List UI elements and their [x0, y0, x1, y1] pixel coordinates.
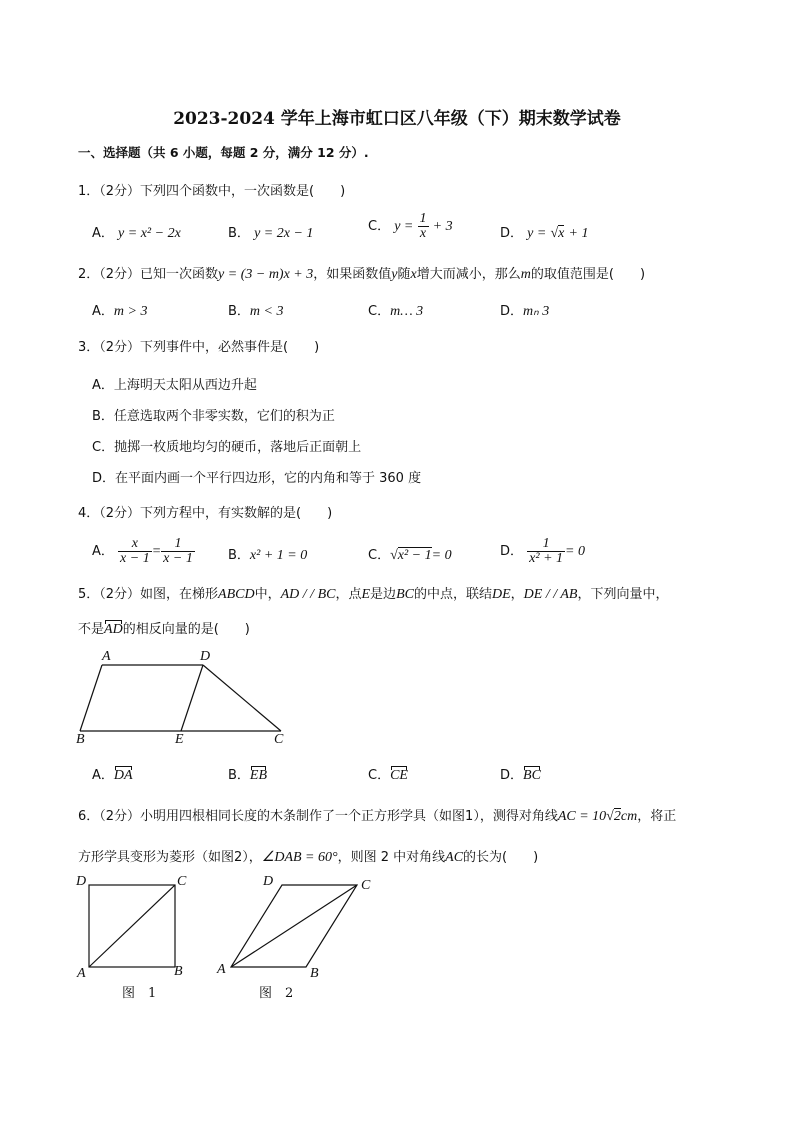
stem-text: ，点 — [335, 587, 362, 602]
stem-var: ABCD — [218, 587, 255, 602]
stem-text: 的相反向量的是( ) — [122, 622, 250, 637]
numerator: 1 — [419, 211, 427, 226]
option-label: A． — [92, 226, 114, 241]
option-expr-pre: y = — [394, 219, 414, 234]
page-title: 2023-2024 学年上海市虹口区八年级（下）期末数学试卷 — [173, 109, 621, 129]
stem-var: y — [391, 267, 398, 282]
stem-expr: DE / / AB — [523, 587, 578, 602]
segment-ab — [80, 665, 102, 731]
q5-option-b[interactable] — [228, 764, 267, 784]
option-label: A． — [92, 544, 114, 559]
stem-text: ，则图 2 中对角线 — [337, 850, 446, 865]
denominator: x − 1 — [120, 551, 150, 566]
denominator: x − 1 — [163, 551, 193, 566]
question-3-stem: 3．（2分）下列事件中，必然事件是( ) — [78, 340, 320, 355]
radicand: 2 — [613, 809, 621, 824]
stem-text: ，将正 — [637, 809, 677, 824]
unit: cm — [620, 809, 638, 824]
option-expr-pre: y = — [527, 226, 547, 241]
stem-var: BC — [396, 587, 414, 602]
numerator: 1 — [161, 537, 195, 552]
question-6-stem-line1 — [78, 805, 676, 825]
stem-text: 是边 — [370, 587, 397, 602]
q3-option-b[interactable]: B．任意选取两个非零实数，它们的积为正 — [92, 409, 335, 424]
diagonal-ac — [231, 885, 357, 967]
diagonal-ac — [89, 885, 175, 967]
stem-var: E — [361, 587, 371, 602]
point-label-a: A — [102, 649, 111, 664]
fig1-label-a: A — [77, 966, 86, 981]
vector-da: DA — [113, 768, 133, 783]
vector-bc: BC — [523, 768, 541, 783]
radicand: x² − 1 — [397, 548, 432, 563]
stem-expr: AC = 10 — [557, 809, 607, 824]
stem-text: 中， — [254, 587, 281, 602]
fig2-label-a: A — [217, 962, 226, 977]
option-label: B． — [228, 226, 250, 241]
q3-option-d[interactable]: D．在平面内画一个平行四边形，它的内角和等于 360 度 — [92, 471, 422, 486]
denominator: x² + 1 — [529, 551, 564, 566]
q3-option-a[interactable]: A．上海明天太阳从西边升起 — [92, 378, 257, 393]
numerator: 1 — [527, 537, 565, 552]
option-label: C． — [368, 219, 391, 234]
option-label: A． — [92, 768, 114, 783]
option-label: D． — [500, 226, 524, 241]
stem-text: 的长为( ) — [463, 850, 539, 865]
stem-text: 增大而减小，那么 — [416, 267, 521, 282]
option-expr: m > 3 — [113, 304, 148, 319]
stem-text: 6．（2分）小明用四根相同长度的木条制作了一个正方形学具（如图1），测得对角线 — [78, 809, 558, 824]
fig1-label-c: C — [177, 874, 187, 889]
stem-text: 不是 — [78, 622, 105, 637]
stem-var: x — [410, 267, 417, 282]
stem-expr: ∠DAB = 60° — [261, 850, 338, 865]
figure-2-caption: 图 2 — [259, 986, 294, 1001]
fig2-label-c: C — [361, 878, 371, 893]
question-1-stem: 1．（2分）下列四个函数中，一次函数是( ) — [78, 184, 346, 199]
option-label: B． — [228, 768, 250, 783]
option-label: C． — [368, 304, 391, 319]
vector-ad: AD — [104, 622, 123, 637]
stem-var: DE — [491, 587, 511, 602]
fig1-label-b: B — [174, 964, 183, 979]
stem-text: 的取值范围是( ) — [530, 267, 646, 282]
segment-dc — [203, 665, 281, 731]
vector-eb: EB — [249, 768, 268, 783]
stem-text: 方形学具变形为菱形（如图2）， — [78, 850, 262, 865]
option-label: C． — [368, 548, 391, 563]
point-label-b: B — [76, 732, 85, 747]
stem-text: ，下列向量中， — [577, 587, 669, 602]
option-expr-post: = 0 — [565, 544, 585, 559]
fig2-label-b: B — [310, 966, 319, 981]
stem-text: ，如果函数值 — [313, 267, 392, 282]
numerator: x — [118, 537, 152, 552]
option-expr: m < 3 — [249, 304, 284, 319]
denominator: x — [419, 226, 427, 241]
sqrt-sign: √x — [550, 226, 565, 241]
question-4-stem: 4．（2分）下列方程中，有实数解的是( ) — [78, 506, 333, 521]
figure-1-caption: 图 1 — [122, 986, 157, 1001]
option-expr: m… 3 — [390, 304, 424, 319]
option-expr-post: = 0 — [431, 548, 452, 563]
q5-option-d[interactable] — [500, 764, 541, 784]
option-expr: y = 2x − 1 — [254, 226, 314, 241]
stem-text: 随 — [397, 267, 411, 282]
option-expr: y = x² − 2x — [118, 226, 181, 241]
option-expr-post: + 1 — [568, 226, 589, 241]
equals: = — [151, 544, 162, 559]
option-expr-post: + 3 — [432, 219, 453, 234]
option-label: B． — [228, 548, 250, 563]
segment-de — [181, 665, 203, 731]
stem-text: 2．（2分）已知一次函数 — [78, 267, 219, 282]
q5-option-c[interactable] — [368, 764, 408, 784]
stem-expr: y = (3 − m)x + 3 — [218, 267, 314, 282]
stem-text: ， — [510, 587, 524, 602]
point-label-e: E — [175, 732, 184, 747]
option-label: D． — [500, 544, 524, 559]
sqrt-sign: √x² − 1 — [390, 548, 432, 563]
stem-text: 5．（2分）如图，在梯形 — [78, 587, 219, 602]
option-label: C． — [368, 768, 391, 783]
stem-var: m — [520, 267, 531, 282]
stem-expr: AD / / BC — [280, 587, 336, 602]
q3-option-c[interactable]: C．抛掷一枚质地均匀的硬币，落地后正面朝上 — [92, 440, 362, 455]
fig2-label-d: D — [263, 874, 274, 889]
section-heading: 一、选择题（共 6 小题，每题 2 分，满分 12 分）. — [78, 145, 369, 160]
sqrt-sign: √2 — [606, 809, 621, 824]
q5-option-a[interactable] — [92, 764, 133, 784]
stem-text: 的中点，联结 — [413, 587, 492, 602]
fig1-label-d: D — [76, 874, 87, 889]
point-label-d: D — [200, 649, 211, 664]
question-6-stem-line2 — [78, 846, 538, 866]
option-expr: mₙ 3 — [523, 304, 550, 319]
radicand: x — [558, 226, 565, 241]
stem-var: AC — [445, 850, 464, 865]
option-label: D． — [500, 304, 524, 319]
option-label: D． — [500, 768, 524, 783]
option-label: B． — [228, 304, 250, 319]
point-label-c: C — [274, 732, 284, 747]
option-expr: x² + 1 = 0 — [249, 548, 308, 563]
option-label: A． — [92, 304, 114, 319]
vector-ce: CE — [390, 768, 408, 783]
